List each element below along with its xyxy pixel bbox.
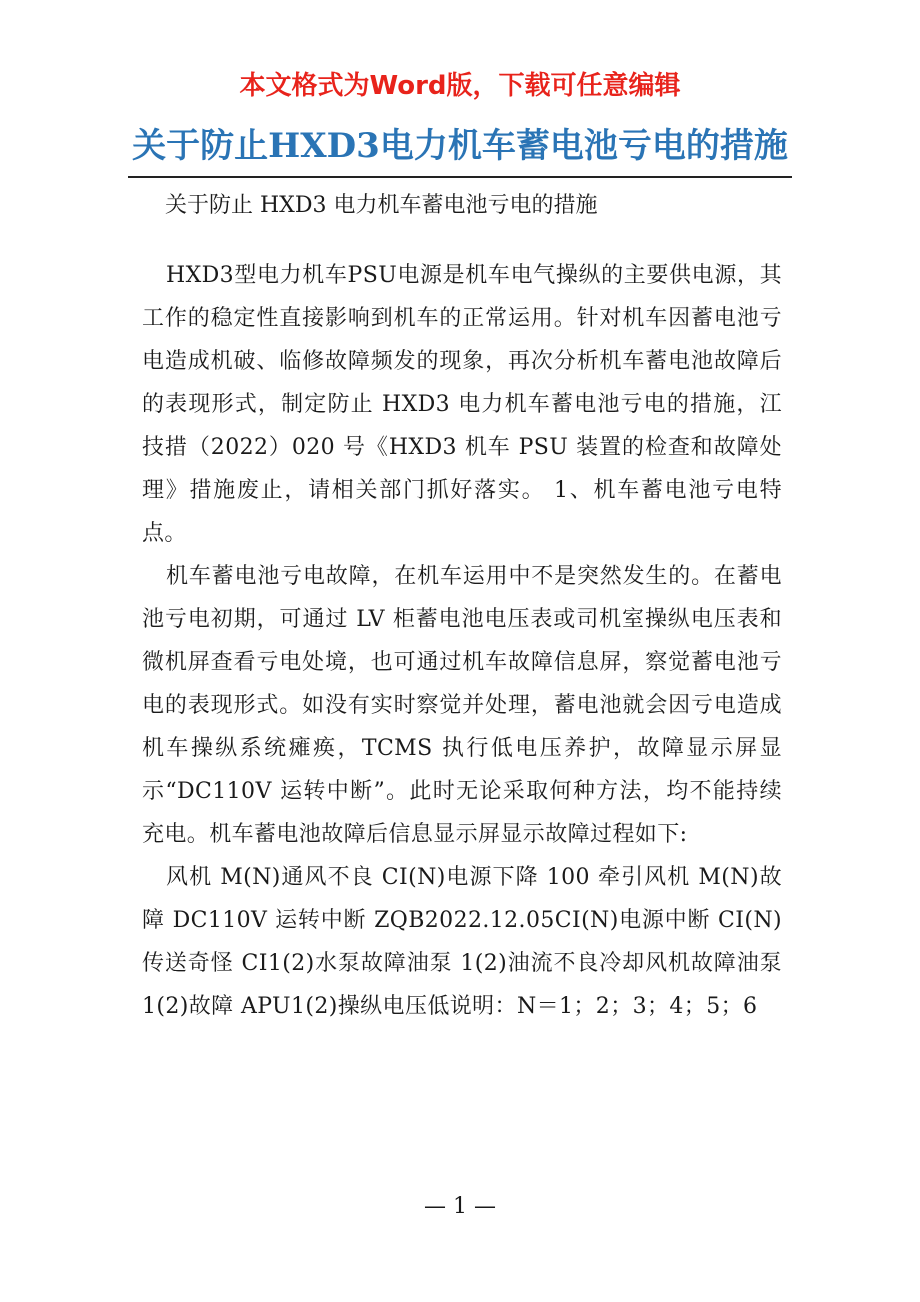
- format-notice-banner: 本文格式为Word版，下载可任意编辑: [239, 71, 681, 101]
- document-subtitle: 关于防止 HXD3 电力机车蓄电池亏电的措施: [165, 193, 598, 218]
- paragraph-fault-description: 机车蓄电池亏电故障，在机车运用中不是突然发生的。在蓄电池亏电初期，可通过 LV 柜蓄电池电压表或司机室操纵电压表和微机屏查看亏电处境，也可通过机车故障信息屏，察觉蓄电池亏电的表现形式。如没有实时察觉并处理，蓄电池就会因亏电造成机车操纵系统瘫痪，TCMS 执行低电压养护，故障显示屏显示“DC110V 运转中断”。此时无论采取何种方法，均不能持续充电。机车蓄电池故障后信息显示屏显示故障过程如下:: [142, 564, 782, 847]
- paragraph-intro: HXD3型电力机车PSU电源是机车电气操纵的主要供电源，其工作的稳定性直接影响到机车的正常运用。针对机车因蓄电池亏电造成机破、临修故障频发的现象，再次分析机车蓄电池故障后的表现形式，制定防止 HXD3 电力机车蓄电池亏电的措施，江技措（2022）020 号《HXD3 机车 PSU 装置的检查和故障处理》措施废止，请相关部门抓好落实。 1、机车蓄电池亏电特点。: [142, 263, 782, 546]
- page-number: — 1 —: [424, 1194, 496, 1219]
- title-divider: [128, 176, 792, 178]
- document-body: [142, 254, 782, 1028]
- paragraph-fault-sequence: 风机 M(N)通风不良 CI(N)电源下降 100 牵引风机 M(N)故障 DC110V 运转中断 ZQB2022.12.05CI(N)电源中断 CI(N)传送奇怪 CI1(2)水泵故障油泵 1(2)油流不良冷却风机故障油泵 1(2)故障 APU1(2)操纵电压低说明：N＝1；2；3；4；5；6: [142, 865, 782, 1019]
- document-title: 关于防止HXD3电力机车蓄电池亏电的措施: [132, 126, 788, 166]
